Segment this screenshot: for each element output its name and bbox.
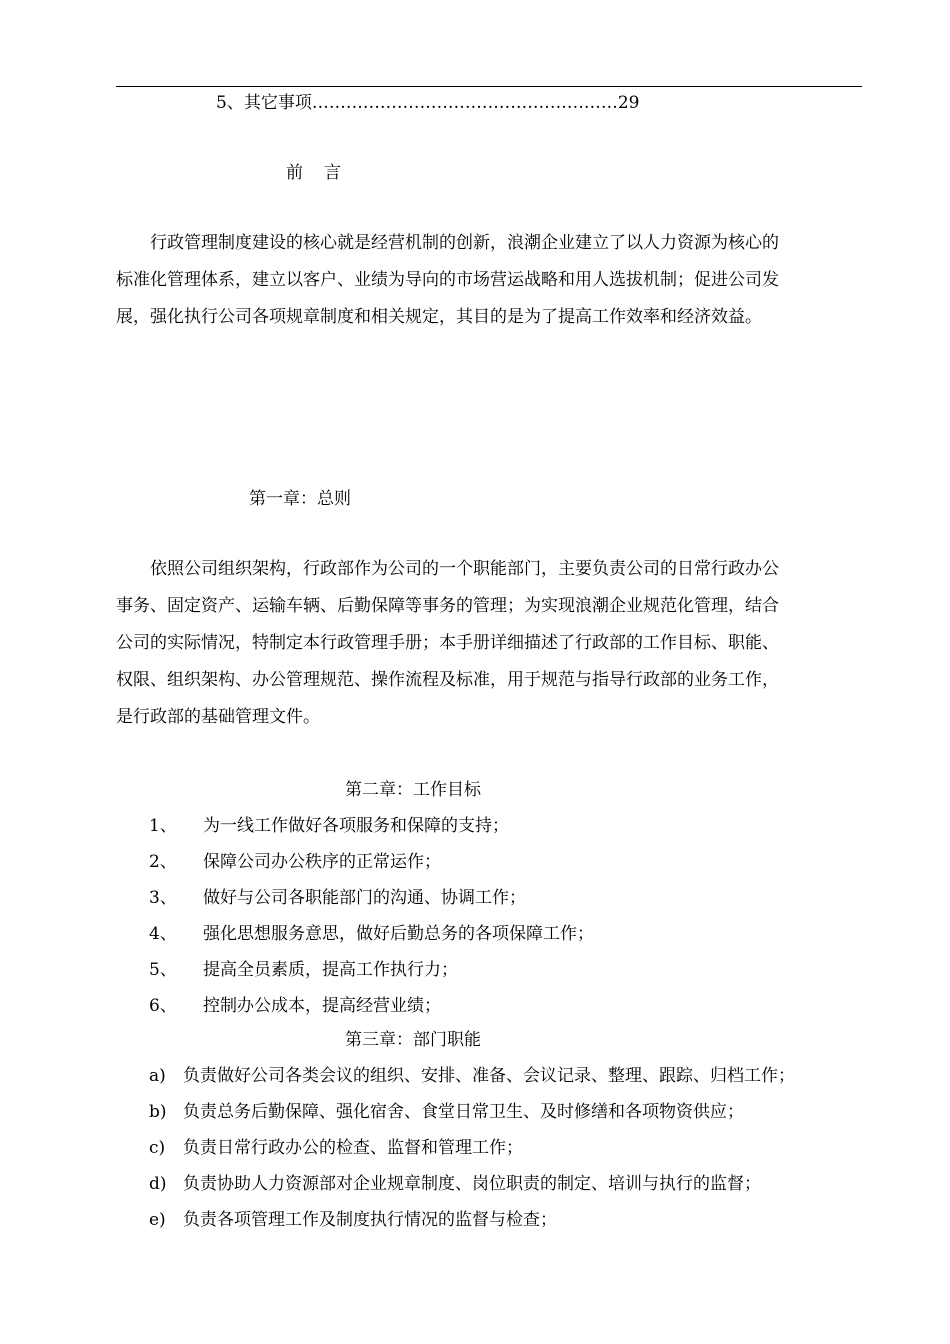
list-item-number: 3、 [149,888,177,908]
list-item-number: 5、 [149,960,177,980]
chapter1-paragraph [116,551,868,736]
list-item-text: 负责总务后勤保障、强化宿舍、食堂日常卫生、及时修缮和各项物资供应； [183,1102,744,1122]
list-item-letter: c) [149,1138,166,1158]
preface-heading: 前 言 [286,163,343,183]
list-item-letter: e) [149,1210,166,1230]
list-item-letter: d) [149,1174,167,1194]
list-item-text: 负责做好公司各类会议的组织、安排、准备、会议记录、整理、跟踪、归档工作； [183,1066,795,1086]
list-item-letter: b) [149,1102,167,1122]
list-item-number: 1、 [149,816,177,836]
list-item-text: 保障公司办公秩序的正常运作； [203,852,441,872]
chapter1-line: 事务、固定资产、运输车辆、后勤保障等事务的管理；为实现浪潮企业规范化管理，结合 [116,596,779,616]
preface-line: 行政管理制度建设的核心就是经营机制的创新，浪潮企业建立了以人力资源为核心的 [150,233,779,253]
preface-line: 标准化管理体系，建立以客户、业绩为导向的市场营运战略和用人选拔机制；促进公司发 [116,270,779,290]
list-item-text: 做好与公司各职能部门的沟通、协调工作； [203,888,526,908]
preface-paragraph [116,225,868,336]
list-item-text: 负责各项管理工作及制度执行情况的监督与检查； [183,1210,557,1230]
chapter1-line: 公司的实际情况，特制定本行政管理手册；本手册详细描述了行政部的工作目标、职能、 [116,633,779,653]
chapter1-line: 权限、组织架构、办公管理规范、操作流程及标准，用于规范与指导行政部的业务工作， [116,670,779,690]
chapter1-line: 依照公司组织架构，行政部作为公司的一个职能部门，主要负责公司的日常行政办公 [150,559,779,579]
list-item-text: 负责协助人力资源部对企业规章制度、岗位职责的制定、培训与执行的监督； [183,1174,761,1194]
preface-line: 展，强化执行公司各项规章制度和相关规定，其目的是为了提高工作效率和经济效益。 [116,307,762,327]
list-item-number: 4、 [149,924,177,944]
chapter3-heading: 第三章：部门职能 [345,1030,481,1050]
list-item-text: 负责日常行政办公的检查、监督和管理工作； [183,1138,523,1158]
list-item-text: 提高全员素质，提高工作执行力； [203,960,458,980]
chapter2-heading: 第二章：工作目标 [345,780,481,800]
toc-entry: 5、其它事项………………………………………………29 [216,93,640,113]
list-item-text: 强化思想服务意思，做好后勤总务的各项保障工作； [203,924,594,944]
list-item-number: 2、 [149,852,177,872]
chapter1-heading: 第一章：总则 [249,489,351,509]
list-item-number: 6、 [149,996,177,1016]
list-item-text: 控制办公成本，提高经营业绩； [203,996,441,1016]
list-item-letter: a) [149,1066,166,1086]
header-rule [116,86,862,87]
chapter1-line: 是行政部的基础管理文件。 [116,707,320,727]
list-item-text: 为一线工作做好各项服务和保障的支持； [203,816,509,836]
